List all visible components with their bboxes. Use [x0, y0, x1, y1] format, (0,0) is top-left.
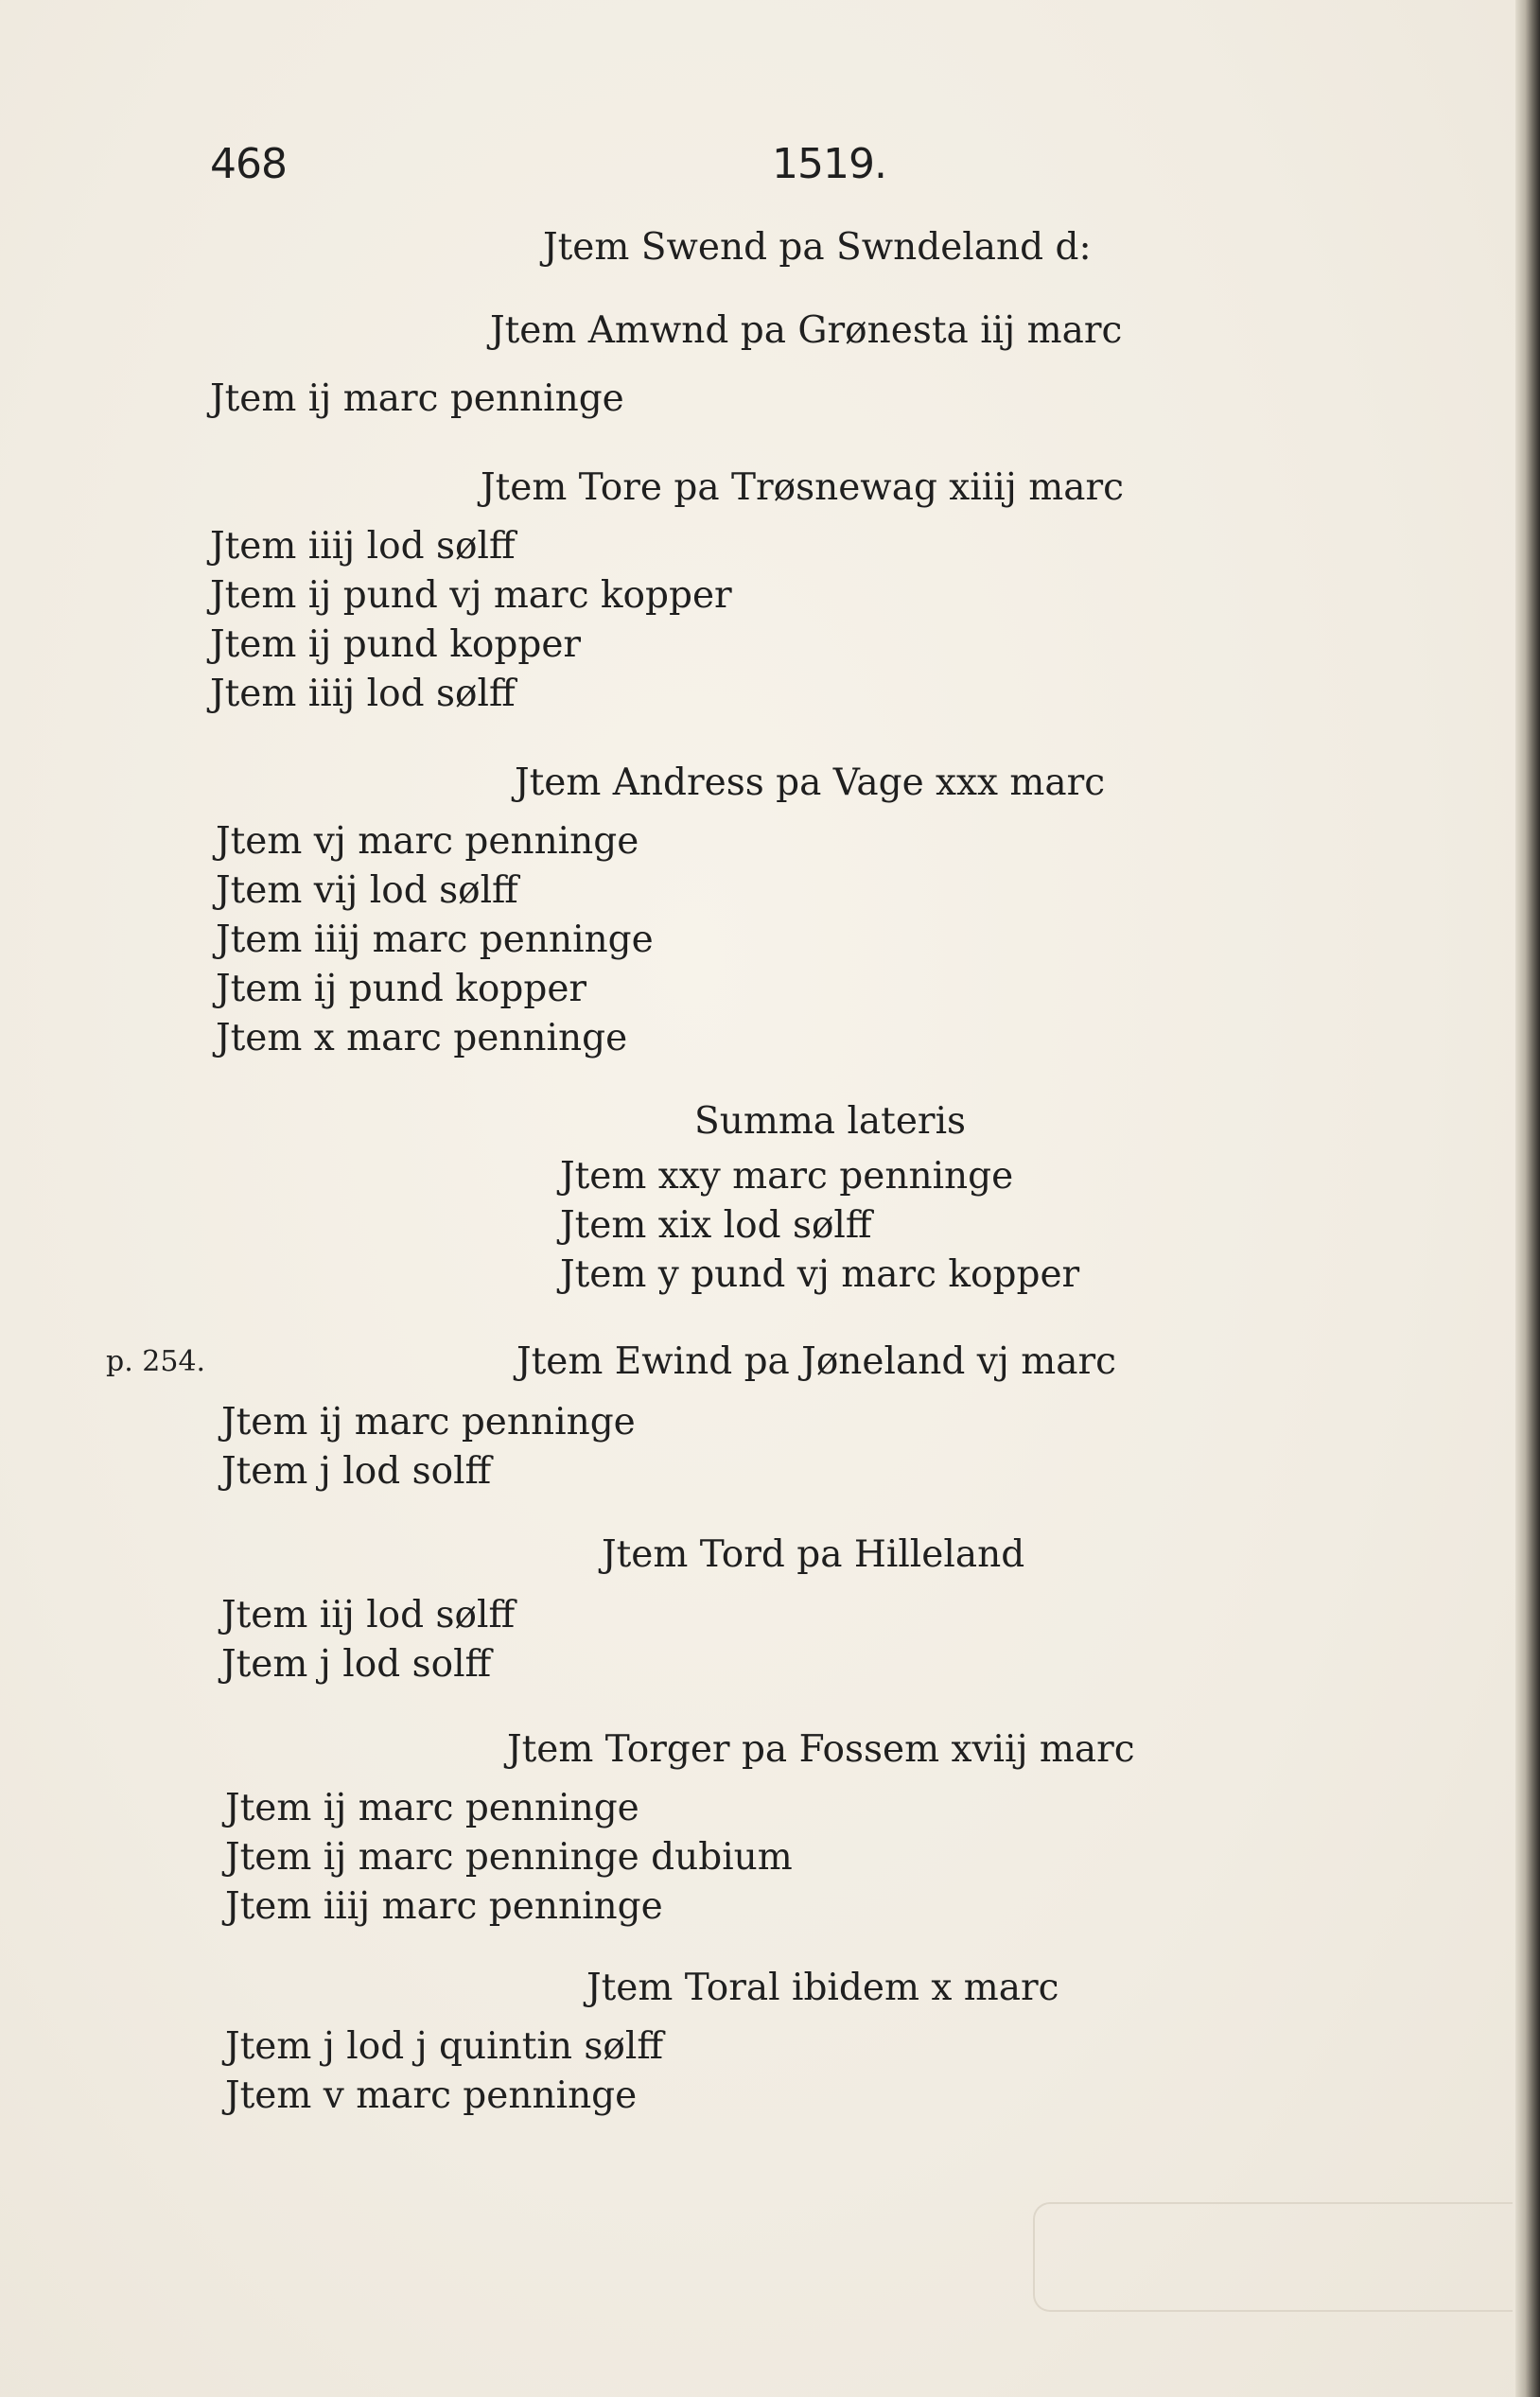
entry-line: Jtem iij lod sølff — [221, 1594, 516, 1636]
entry-line: Jtem iiij marc penninge — [216, 919, 654, 961]
summa-line: Jtem xxy marc penninge — [560, 1155, 1014, 1198]
entry-line: Jtem j lod solff — [221, 1643, 492, 1686]
entry-line: Jtem ij marc penninge — [225, 1787, 639, 1829]
summa-line: Jtem xix lod sølff — [560, 1204, 872, 1247]
entry-line: Jtem ij marc penninge dubium — [225, 1836, 793, 1879]
entry-heading: Jtem Amwnd pa Grønesta iij marc — [490, 309, 1123, 352]
entry-heading: Jtem Torger pa Fossem xviij marc — [507, 1728, 1135, 1771]
entry-line: Jtem vij lod sølff — [216, 869, 518, 912]
entry-line: Jtem j lod j quintin sølff — [225, 2025, 664, 2068]
entry-line: Jtem x marc penninge — [216, 1017, 628, 1059]
margin-page-reference: p. 254. — [106, 1345, 206, 1378]
summa-heading: Summa lateris — [694, 1100, 967, 1143]
bleed-through-mark — [1033, 2202, 1513, 2312]
entry-line: Jtem iiij marc penninge — [225, 1885, 663, 1928]
entry-heading: Jtem Tore pa Trøsnewag xiiij marc — [481, 466, 1124, 509]
page-edge — [1515, 0, 1540, 2397]
entry-line: Jtem ij pund kopper — [210, 623, 582, 666]
entry-heading: Jtem Swend pa Swndeland d: — [543, 226, 1092, 269]
entry-heading: Jtem Andress pa Vage xxx marc — [515, 761, 1106, 804]
entry-line: Jtem j lod solff — [221, 1450, 492, 1493]
page-number: 468 — [210, 140, 287, 188]
entry-line: Jtem vj marc penninge — [216, 820, 639, 863]
year-heading: 1519. — [772, 140, 886, 188]
entry-line: Jtem ij marc penninge — [210, 377, 624, 420]
entry-heading: Jtem Tord pa Hilleland — [602, 1533, 1025, 1576]
entry-heading: Jtem Ewind pa Jøneland vj marc — [516, 1340, 1116, 1383]
entry-heading: Jtem Toral ibidem x marc — [586, 1967, 1059, 2009]
entry-line: Jtem v marc penninge — [225, 2074, 638, 2117]
summa-line: Jtem y pund vj marc kopper — [560, 1253, 1080, 1296]
entry-line: Jtem ij marc penninge — [221, 1401, 636, 1443]
entry-line: Jtem iiij lod sølff — [210, 525, 516, 568]
entry-line: Jtem iiij lod sølff — [210, 673, 516, 715]
entry-line: Jtem ij pund kopper — [216, 968, 587, 1010]
entry-line: Jtem ij pund vj marc kopper — [210, 574, 732, 617]
